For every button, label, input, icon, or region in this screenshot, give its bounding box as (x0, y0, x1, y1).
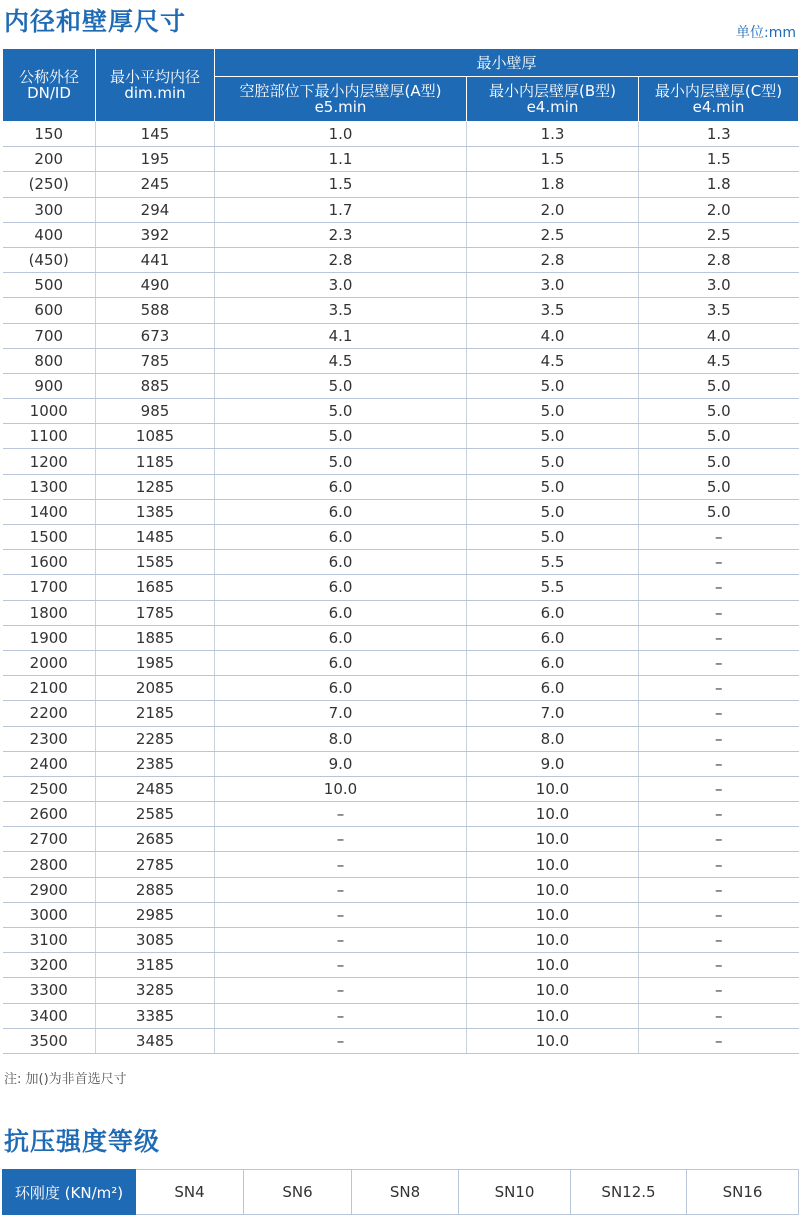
cell-type-c: – (639, 877, 799, 902)
cell-dn: 3200 (3, 953, 96, 978)
cell-type-a: 6.0 (215, 625, 467, 650)
cell-type-a: 6.0 (215, 474, 467, 499)
table-row (3, 273, 799, 298)
cell-type-c: 5.0 (639, 474, 799, 499)
cell-dn: 300 (3, 197, 96, 222)
table-row (3, 928, 799, 953)
cell-type-c: 2.5 (639, 222, 799, 247)
cell-dim-min: 2085 (96, 676, 215, 701)
cell-type-c: 5.0 (639, 373, 799, 398)
cell-dn: 2200 (3, 701, 96, 726)
cell-type-b: 5.0 (467, 373, 639, 398)
cell-type-c: 1.5 (639, 147, 799, 172)
table-row (3, 802, 799, 827)
cell-type-a: 6.0 (215, 550, 467, 575)
table-row (3, 525, 799, 550)
table-row (3, 776, 799, 801)
cell-dim-min: 392 (96, 222, 215, 247)
table-row (3, 323, 799, 348)
cell-type-c: 1.3 (639, 122, 799, 147)
cell-type-a: – (215, 827, 467, 852)
cell-type-a: 2.3 (215, 222, 467, 247)
cell-dim-min: 3485 (96, 1028, 215, 1053)
cell-type-c: 3.0 (639, 273, 799, 298)
cell-type-c: – (639, 776, 799, 801)
cell-type-a: 7.0 (215, 701, 467, 726)
cell-dim-min: 2885 (96, 877, 215, 902)
cell-dim-min: 673 (96, 323, 215, 348)
dimensions-table-body (3, 122, 799, 1054)
table-row (3, 424, 799, 449)
cell-type-c: – (639, 802, 799, 827)
cell-dn: 2000 (3, 650, 96, 675)
cell-type-c: – (639, 953, 799, 978)
section-title-dimensions: 内径和壁厚尺寸 (4, 7, 187, 36)
cell-type-c: 5.0 (639, 449, 799, 474)
cell-dim-min: 588 (96, 298, 215, 323)
cell-type-c: 1.8 (639, 172, 799, 197)
header-dim-line2: dim.min (124, 84, 186, 102)
cell-type-a: 3.5 (215, 298, 467, 323)
cell-dn: (250) (3, 172, 96, 197)
cell-dn: 1000 (3, 399, 96, 424)
header-a-line1: 空腔部位下最小内层壁厚(A型) (239, 82, 442, 100)
cell-dn: 1200 (3, 449, 96, 474)
cell-dn: 1400 (3, 499, 96, 524)
cell-type-b: 10.0 (467, 776, 639, 801)
cell-dim-min: 2785 (96, 852, 215, 877)
cell-dn: 400 (3, 222, 96, 247)
cell-type-b: 10.0 (467, 827, 639, 852)
table-row (3, 726, 799, 751)
cell-type-b: 9.0 (467, 751, 639, 776)
cell-type-a: – (215, 802, 467, 827)
cell-type-a: 1.1 (215, 147, 467, 172)
table-row (3, 499, 799, 524)
table-row (3, 197, 799, 222)
cell-dn: 1300 (3, 474, 96, 499)
cell-dn: 2500 (3, 776, 96, 801)
table-row (3, 751, 799, 776)
table-row (3, 122, 799, 147)
table-row (3, 1003, 799, 1028)
table-row (3, 172, 799, 197)
cell-type-a: 5.0 (215, 449, 467, 474)
cell-type-a: – (215, 852, 467, 877)
stiffness-value: SN12.5 (571, 1170, 687, 1215)
table-row (3, 877, 799, 902)
table-row (3, 701, 799, 726)
table-row (3, 247, 799, 272)
header-dim-min (96, 49, 215, 122)
cell-dn: 1800 (3, 600, 96, 625)
cell-type-a: 6.0 (215, 499, 467, 524)
cell-type-b: 10.0 (467, 1028, 639, 1053)
cell-dim-min: 1985 (96, 650, 215, 675)
header-type-c (639, 77, 799, 122)
cell-type-c: – (639, 625, 799, 650)
cell-dim-min: 2985 (96, 902, 215, 927)
cell-type-b: 10.0 (467, 902, 639, 927)
footnote: 注: 加()为非首选尺寸 (4, 1072, 127, 1087)
cell-dim-min: 1085 (96, 424, 215, 449)
cell-type-b: 5.0 (467, 499, 639, 524)
cell-type-b: 5.5 (467, 550, 639, 575)
stiffness-value: SN4 (136, 1170, 244, 1215)
cell-type-a: – (215, 1028, 467, 1053)
cell-type-b: 2.8 (467, 247, 639, 272)
cell-type-a: 6.0 (215, 650, 467, 675)
cell-dn: 1100 (3, 424, 96, 449)
cell-dn: 2800 (3, 852, 96, 877)
cell-dim-min: 2685 (96, 827, 215, 852)
cell-type-b: 3.5 (467, 298, 639, 323)
cell-type-b: 1.8 (467, 172, 639, 197)
cell-type-b: 6.0 (467, 676, 639, 701)
header-a-line2: e5.min (314, 98, 367, 116)
table-row (3, 222, 799, 247)
cell-type-a: – (215, 877, 467, 902)
cell-dn: 500 (3, 273, 96, 298)
cell-dim-min: 245 (96, 172, 215, 197)
cell-type-c: – (639, 928, 799, 953)
cell-type-c: – (639, 978, 799, 1003)
header-dn-line1: 公称外径 (18, 68, 79, 86)
cell-type-b: 5.0 (467, 399, 639, 424)
cell-dim-min: 2185 (96, 701, 215, 726)
table-row (3, 147, 799, 172)
cell-type-c: 4.5 (639, 348, 799, 373)
cell-type-a: 4.1 (215, 323, 467, 348)
cell-dim-min: 1285 (96, 474, 215, 499)
cell-dim-min: 441 (96, 247, 215, 272)
stiffness-value: SN6 (244, 1170, 352, 1215)
table-row (3, 600, 799, 625)
table-row (3, 625, 799, 650)
cell-type-b: 5.0 (467, 449, 639, 474)
cell-type-b: 6.0 (467, 650, 639, 675)
table-row (3, 827, 799, 852)
cell-type-c: 5.0 (639, 399, 799, 424)
cell-dn: 900 (3, 373, 96, 398)
cell-type-c: – (639, 525, 799, 550)
cell-dn: 2300 (3, 726, 96, 751)
ring-stiffness-label: 环刚度 (KN/m²) (3, 1170, 136, 1215)
cell-dn: 2900 (3, 877, 96, 902)
table-row (3, 449, 799, 474)
cell-type-a: 6.0 (215, 525, 467, 550)
cell-type-b: 6.0 (467, 600, 639, 625)
cell-dim-min: 490 (96, 273, 215, 298)
cell-type-c: 3.5 (639, 298, 799, 323)
cell-dn: 3500 (3, 1028, 96, 1053)
cell-type-b: 10.0 (467, 802, 639, 827)
cell-type-c: – (639, 902, 799, 927)
header-c-line2: e4.min (692, 98, 745, 116)
cell-type-c: – (639, 550, 799, 575)
stiffness-value: SN8 (352, 1170, 459, 1215)
cell-dim-min: 3285 (96, 978, 215, 1003)
cell-type-b: 4.5 (467, 348, 639, 373)
cell-dim-min: 145 (96, 122, 215, 147)
cell-type-c: – (639, 852, 799, 877)
cell-type-c: – (639, 600, 799, 625)
cell-type-b: 2.0 (467, 197, 639, 222)
table-row (3, 348, 799, 373)
cell-dn: 3300 (3, 978, 96, 1003)
cell-type-a: 6.0 (215, 575, 467, 600)
cell-type-c: 5.0 (639, 499, 799, 524)
header-b-line2: e4.min (526, 98, 579, 116)
table-row (3, 852, 799, 877)
cell-type-c: 2.8 (639, 247, 799, 272)
cell-dim-min: 195 (96, 147, 215, 172)
stiffness-row (3, 1170, 799, 1215)
cell-dim-min: 785 (96, 348, 215, 373)
cell-type-b: 5.0 (467, 424, 639, 449)
cell-type-b: 10.0 (467, 978, 639, 1003)
header-min-wall-group: 最小壁厚 (215, 49, 799, 77)
cell-type-a: – (215, 1003, 467, 1028)
cell-dim-min: 2485 (96, 776, 215, 801)
cell-type-c: 2.0 (639, 197, 799, 222)
cell-type-a: 8.0 (215, 726, 467, 751)
cell-type-c: – (639, 701, 799, 726)
cell-dim-min: 1185 (96, 449, 215, 474)
cell-dn: 2400 (3, 751, 96, 776)
cell-type-a: – (215, 953, 467, 978)
header-type-a (215, 77, 467, 122)
cell-dim-min: 1685 (96, 575, 215, 600)
cell-type-c: – (639, 650, 799, 675)
cell-type-b: 10.0 (467, 1003, 639, 1028)
cell-type-a: – (215, 978, 467, 1003)
cell-dn: 3000 (3, 902, 96, 927)
cell-type-a: 9.0 (215, 751, 467, 776)
table-row (3, 902, 799, 927)
cell-type-b: 1.5 (467, 147, 639, 172)
cell-type-b: 5.0 (467, 474, 639, 499)
table-row (3, 373, 799, 398)
cell-type-a: 6.0 (215, 676, 467, 701)
cell-type-c: – (639, 827, 799, 852)
cell-dn: 600 (3, 298, 96, 323)
cell-type-a: 5.0 (215, 373, 467, 398)
cell-type-b: 10.0 (467, 877, 639, 902)
table-row (3, 676, 799, 701)
cell-type-a: 4.5 (215, 348, 467, 373)
cell-type-a: – (215, 928, 467, 953)
table-row (3, 650, 799, 675)
cell-type-b: 3.0 (467, 273, 639, 298)
header-type-b (467, 77, 639, 122)
stiffness-value: SN10 (459, 1170, 571, 1215)
cell-type-b: 8.0 (467, 726, 639, 751)
cell-dim-min: 3185 (96, 953, 215, 978)
cell-dn: 2100 (3, 676, 96, 701)
cell-type-a: 1.7 (215, 197, 467, 222)
cell-type-b: 10.0 (467, 953, 639, 978)
cell-dn: 1900 (3, 625, 96, 650)
cell-dn: 200 (3, 147, 96, 172)
cell-type-c: – (639, 676, 799, 701)
cell-dim-min: 885 (96, 373, 215, 398)
cell-type-b: 5.0 (467, 525, 639, 550)
table-row (3, 550, 799, 575)
header-dim-line1: 最小平均内径 (109, 68, 200, 86)
table-row (3, 953, 799, 978)
cell-type-b: 2.5 (467, 222, 639, 247)
cell-dim-min: 1485 (96, 525, 215, 550)
table-row (3, 298, 799, 323)
unit-label: 单位:mm (736, 25, 796, 41)
cell-dn: 800 (3, 348, 96, 373)
cell-type-a: 10.0 (215, 776, 467, 801)
cell-type-b: 4.0 (467, 323, 639, 348)
cell-dim-min: 294 (96, 197, 215, 222)
header-dn-line2: DN/ID (27, 84, 71, 102)
table-row (3, 978, 799, 1003)
cell-dn: 3400 (3, 1003, 96, 1028)
cell-type-b: 10.0 (467, 852, 639, 877)
cell-type-b: 10.0 (467, 928, 639, 953)
cell-type-a: 5.0 (215, 424, 467, 449)
cell-type-c: – (639, 1003, 799, 1028)
header-c-line1: 最小内层壁厚(C型) (654, 82, 783, 100)
table-row (3, 575, 799, 600)
cell-dim-min: 1385 (96, 499, 215, 524)
cell-dn: 1500 (3, 525, 96, 550)
cell-type-b: 5.5 (467, 575, 639, 600)
cell-type-c: 4.0 (639, 323, 799, 348)
cell-dn: 2600 (3, 802, 96, 827)
cell-dn: 1600 (3, 550, 96, 575)
dimensions-table (2, 48, 799, 1054)
header-b-line1: 最小内层壁厚(B型) (489, 82, 616, 100)
cell-type-c: 5.0 (639, 424, 799, 449)
cell-dim-min: 1585 (96, 550, 215, 575)
cell-type-c: – (639, 751, 799, 776)
cell-dim-min: 1885 (96, 625, 215, 650)
cell-type-a: 1.0 (215, 122, 467, 147)
cell-dn: 150 (3, 122, 96, 147)
table-row (3, 399, 799, 424)
table-row (3, 1028, 799, 1053)
cell-type-a: 2.8 (215, 247, 467, 272)
cell-dn: 700 (3, 323, 96, 348)
cell-dim-min: 3385 (96, 1003, 215, 1028)
cell-dim-min: 3085 (96, 928, 215, 953)
cell-dn: 2700 (3, 827, 96, 852)
cell-dn: (450) (3, 247, 96, 272)
cell-dim-min: 985 (96, 399, 215, 424)
cell-dim-min: 2585 (96, 802, 215, 827)
cell-dim-min: 2385 (96, 751, 215, 776)
cell-dim-min: 1785 (96, 600, 215, 625)
cell-dn: 1700 (3, 575, 96, 600)
cell-type-c: – (639, 726, 799, 751)
stiffness-value: SN16 (687, 1170, 799, 1215)
cell-type-a: 5.0 (215, 399, 467, 424)
cell-dim-min: 2285 (96, 726, 215, 751)
cell-type-a: 1.5 (215, 172, 467, 197)
cell-type-b: 7.0 (467, 701, 639, 726)
stiffness-class-table (2, 1169, 799, 1215)
cell-type-a: 6.0 (215, 600, 467, 625)
cell-dn: 3100 (3, 928, 96, 953)
header-dn (3, 49, 96, 122)
section-title-strength: 抗压强度等级 (4, 1127, 161, 1156)
cell-type-b: 6.0 (467, 625, 639, 650)
cell-type-a: 3.0 (215, 273, 467, 298)
cell-type-c: – (639, 1028, 799, 1053)
cell-type-b: 1.3 (467, 122, 639, 147)
table-row (3, 474, 799, 499)
cell-type-c: – (639, 575, 799, 600)
cell-type-a: – (215, 902, 467, 927)
